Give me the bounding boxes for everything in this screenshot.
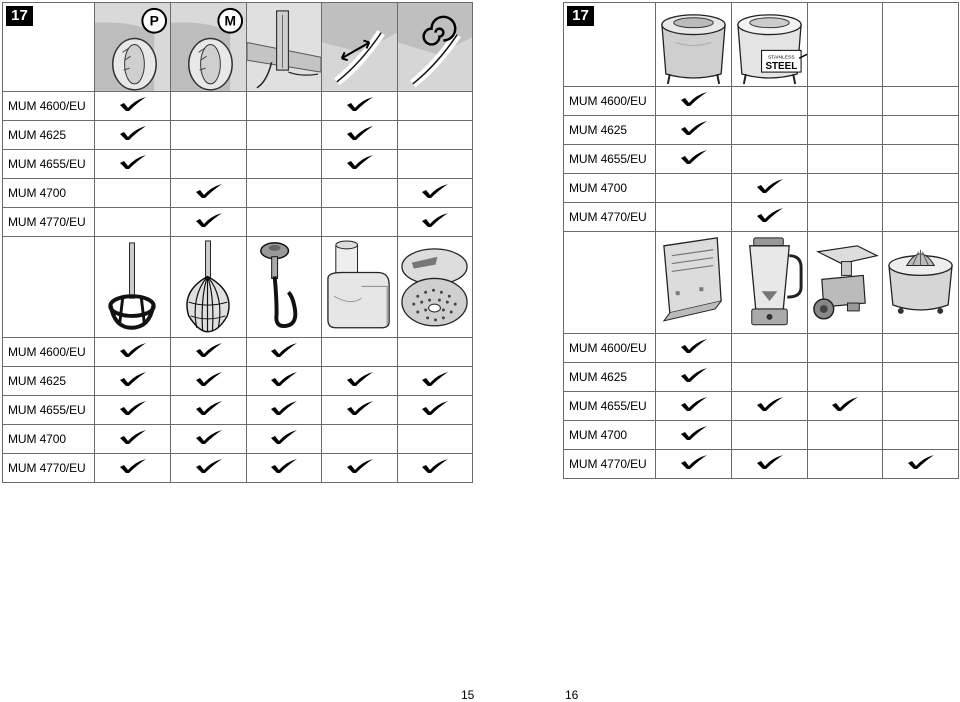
checkmark-icon (195, 400, 223, 416)
check-cell (398, 454, 473, 483)
section-badge: 17 (567, 6, 594, 26)
right-bottom-rows (564, 334, 959, 479)
check-cell (95, 150, 171, 179)
check-cell (322, 396, 398, 425)
blender-picture (732, 232, 808, 334)
checkmark-icon (346, 125, 374, 141)
empty-cell (322, 338, 398, 367)
checkmark-icon (756, 207, 784, 223)
checkmark-icon (346, 400, 374, 416)
empty-cell (808, 174, 883, 203)
table-row (564, 450, 959, 479)
empty-cell (883, 87, 959, 116)
arrow-curve-picture (322, 3, 398, 92)
check-cell (95, 338, 171, 367)
empty-cell (808, 363, 883, 392)
checkmark-icon (421, 212, 449, 228)
right-accessory-blank (564, 232, 656, 334)
whisk-picture (171, 237, 247, 338)
left-compatibility-table (2, 2, 473, 483)
empty-cell (808, 87, 883, 116)
check-cell (171, 454, 247, 483)
table-row (564, 174, 959, 203)
checkmark-icon (195, 458, 223, 474)
check-cell (322, 454, 398, 483)
empty-cell (883, 145, 959, 174)
citrus-press-icon (883, 232, 958, 333)
meat-mincer-picture (808, 232, 883, 334)
model-name: MUM 4600/EU (564, 334, 656, 363)
checkmark-icon (421, 400, 449, 416)
table-row (564, 334, 959, 363)
table-row (3, 396, 473, 425)
right-top-rows (564, 87, 959, 232)
plastic-bowl-picture (656, 3, 732, 87)
table-row (3, 92, 473, 121)
stainless-bowl-picture (732, 3, 808, 87)
check-cell (322, 150, 398, 179)
svg-text:P: P (149, 12, 159, 29)
check-cell (883, 450, 959, 479)
checkmark-icon (421, 371, 449, 387)
empty-cell (322, 179, 398, 208)
section-badge: 17 (6, 6, 33, 26)
pastry-stand-picture (656, 232, 732, 334)
page-number-left: 15 (461, 688, 475, 702)
model-name: MUM 4700 (564, 421, 656, 450)
model-name: MUM 4625 (564, 363, 656, 392)
check-cell (171, 396, 247, 425)
checkmark-icon (119, 96, 147, 112)
right-compatibility-table (563, 2, 959, 479)
model-name: MUM 4770/EU (3, 454, 95, 483)
check-cell (95, 396, 171, 425)
table-row (3, 150, 473, 179)
check-cell (656, 363, 732, 392)
spiral-icon (398, 3, 472, 91)
empty-cell (883, 203, 959, 232)
empty-cell (883, 174, 959, 203)
checkmark-icon (119, 458, 147, 474)
checkmark-icon (756, 454, 784, 470)
empty-cell (398, 425, 473, 454)
check-cell (322, 121, 398, 150)
stainless-bowl-icon (732, 3, 807, 86)
check-cell (95, 92, 171, 121)
table-row (564, 116, 959, 145)
checkmark-icon (270, 429, 298, 445)
empty-cell (883, 421, 959, 450)
check-cell (656, 392, 732, 421)
table-row (3, 121, 473, 150)
checkmark-icon (680, 149, 708, 165)
food-processor-icon (322, 237, 397, 337)
checkmark-icon (195, 371, 223, 387)
checkmark-icon (680, 120, 708, 136)
checkmark-icon (270, 342, 298, 358)
check-cell (247, 396, 322, 425)
checkmark-icon (680, 454, 708, 470)
check-cell (322, 92, 398, 121)
empty-cell (322, 425, 398, 454)
table-row (3, 454, 473, 483)
page-number-right: 16 (565, 688, 579, 702)
model-name: MUM 4625 (3, 121, 95, 150)
check-cell (322, 367, 398, 396)
empty-cell (808, 334, 883, 363)
right-accessory-row (564, 232, 959, 334)
check-cell (171, 208, 247, 237)
model-name: MUM 4700 (3, 179, 95, 208)
checkmark-icon (346, 154, 374, 170)
model-name: MUM 4700 (3, 425, 95, 454)
empty-cell (732, 421, 808, 450)
pastry-stand-icon (656, 232, 731, 333)
check-cell (398, 367, 473, 396)
checkmark-icon (421, 458, 449, 474)
table-row (3, 425, 473, 454)
empty-cell (808, 450, 883, 479)
checkmark-icon (195, 183, 223, 199)
kneading-hook-icon (95, 237, 170, 337)
checkmark-icon (680, 338, 708, 354)
empty-cell (171, 121, 247, 150)
checkmark-icon (680, 367, 708, 383)
empty-cell (883, 363, 959, 392)
empty-cell (398, 121, 473, 150)
checkmark-icon (756, 396, 784, 412)
model-name: MUM 4625 (564, 116, 656, 145)
left-top-rows (3, 92, 473, 237)
checkmark-icon (270, 458, 298, 474)
kneading-hook-picture (95, 237, 171, 338)
checkmark-icon (119, 371, 147, 387)
empty-cell (398, 150, 473, 179)
model-name: MUM 4655/EU (3, 396, 95, 425)
whisk-icon (171, 237, 246, 337)
arrow-curve-icon (322, 3, 397, 91)
empty-cell (732, 334, 808, 363)
table-row (3, 338, 473, 367)
model-name: MUM 4655/EU (564, 145, 656, 174)
table-row (564, 392, 959, 421)
empty-cell (247, 179, 322, 208)
check-cell (171, 425, 247, 454)
model-name: MUM 4770/EU (564, 203, 656, 232)
empty-cell (883, 334, 959, 363)
check-cell (247, 367, 322, 396)
checkmark-icon (119, 342, 147, 358)
checkmark-icon (270, 371, 298, 387)
check-cell (398, 396, 473, 425)
checkmark-icon (680, 91, 708, 107)
empty-cell (247, 150, 322, 179)
check-cell (171, 179, 247, 208)
empty-cell (732, 145, 808, 174)
empty-cell (656, 174, 732, 203)
check-cell (656, 421, 732, 450)
checkmark-icon (680, 425, 708, 441)
check-cell (656, 87, 732, 116)
meat-mincer-icon (808, 232, 882, 333)
model-name: MUM 4770/EU (3, 208, 95, 237)
citrus-press-picture (883, 232, 959, 334)
empty-cell (808, 145, 883, 174)
model-name: MUM 4700 (564, 174, 656, 203)
table-row (3, 179, 473, 208)
check-cell (656, 145, 732, 174)
empty-cell (808, 421, 883, 450)
knob-m-picture (171, 3, 247, 92)
blender-icon (732, 232, 807, 333)
check-cell (95, 454, 171, 483)
right-header-blank-4 (883, 3, 959, 87)
svg-text:M: M (224, 12, 236, 29)
check-cell (732, 450, 808, 479)
check-cell (247, 425, 322, 454)
checkmark-icon (421, 183, 449, 199)
checkmark-icon (270, 400, 298, 416)
table-row (3, 367, 473, 396)
empty-cell (808, 116, 883, 145)
check-cell (398, 208, 473, 237)
bracket-picture (247, 3, 322, 92)
empty-cell (732, 116, 808, 145)
checkmark-icon (195, 212, 223, 228)
checkmark-icon (119, 125, 147, 141)
check-cell (95, 425, 171, 454)
left-badge-cell (3, 3, 95, 92)
checkmark-icon (756, 178, 784, 194)
empty-cell (171, 150, 247, 179)
checkmark-icon (195, 342, 223, 358)
checkmark-icon (346, 96, 374, 112)
stainless-label: STAINLESS (767, 55, 795, 61)
knob-p-icon (95, 3, 170, 91)
check-cell (95, 367, 171, 396)
check-cell (398, 179, 473, 208)
check-cell (656, 116, 732, 145)
steel-label: STEEL (765, 61, 798, 73)
table-row (564, 87, 959, 116)
checkmark-icon (346, 371, 374, 387)
empty-cell (95, 179, 171, 208)
check-cell (656, 450, 732, 479)
table-row (564, 203, 959, 232)
check-cell (247, 454, 322, 483)
right-header-blank-3 (808, 3, 883, 87)
empty-cell (732, 87, 808, 116)
check-cell (732, 203, 808, 232)
check-cell (247, 338, 322, 367)
check-cell (95, 121, 171, 150)
check-cell (732, 392, 808, 421)
knob-p-picture (95, 3, 171, 92)
check-cell (732, 174, 808, 203)
model-name: MUM 4600/EU (3, 92, 95, 121)
table-row (3, 208, 473, 237)
spiral-picture (398, 3, 473, 92)
empty-cell (883, 392, 959, 421)
empty-cell (656, 203, 732, 232)
checkmark-icon (831, 396, 859, 412)
slicing-disc-icon (398, 237, 472, 337)
checkmark-icon (346, 458, 374, 474)
left-accessory-blank (3, 237, 95, 338)
empty-cell (732, 363, 808, 392)
knob-m-icon (171, 3, 246, 91)
empty-cell (247, 121, 322, 150)
table-row (564, 145, 959, 174)
model-name: MUM 4600/EU (564, 87, 656, 116)
left-header-row (3, 3, 473, 92)
checkmark-icon (119, 154, 147, 170)
empty-cell (883, 116, 959, 145)
empty-cell (247, 92, 322, 121)
empty-cell (247, 208, 322, 237)
checkmark-icon (680, 396, 708, 412)
left-bottom-rows (3, 338, 473, 483)
checkmark-icon (195, 429, 223, 445)
checkmark-icon (907, 454, 935, 470)
model-name: MUM 4655/EU (3, 150, 95, 179)
table-row (564, 421, 959, 450)
check-cell (171, 338, 247, 367)
model-name: MUM 4655/EU (564, 392, 656, 421)
empty-cell (808, 203, 883, 232)
empty-cell (322, 208, 398, 237)
dough-hook-picture (247, 237, 322, 338)
left-accessory-row (3, 237, 473, 338)
checkmark-icon (119, 429, 147, 445)
bracket-icon (247, 3, 321, 91)
right-header-row (564, 3, 959, 87)
model-name: MUM 4770/EU (564, 450, 656, 479)
right-badge-cell (564, 3, 656, 87)
check-cell (171, 367, 247, 396)
food-processor-picture (322, 237, 398, 338)
empty-cell (398, 92, 473, 121)
empty-cell (171, 92, 247, 121)
check-cell (656, 334, 732, 363)
slicing-disc-picture (398, 237, 473, 338)
model-name: MUM 4600/EU (3, 338, 95, 367)
empty-cell (398, 338, 473, 367)
checkmark-icon (119, 400, 147, 416)
plastic-bowl-icon (656, 3, 731, 86)
model-name: MUM 4625 (3, 367, 95, 396)
table-row (564, 363, 959, 392)
check-cell (808, 392, 883, 421)
empty-cell (95, 208, 171, 237)
dough-hook-icon (247, 237, 321, 337)
